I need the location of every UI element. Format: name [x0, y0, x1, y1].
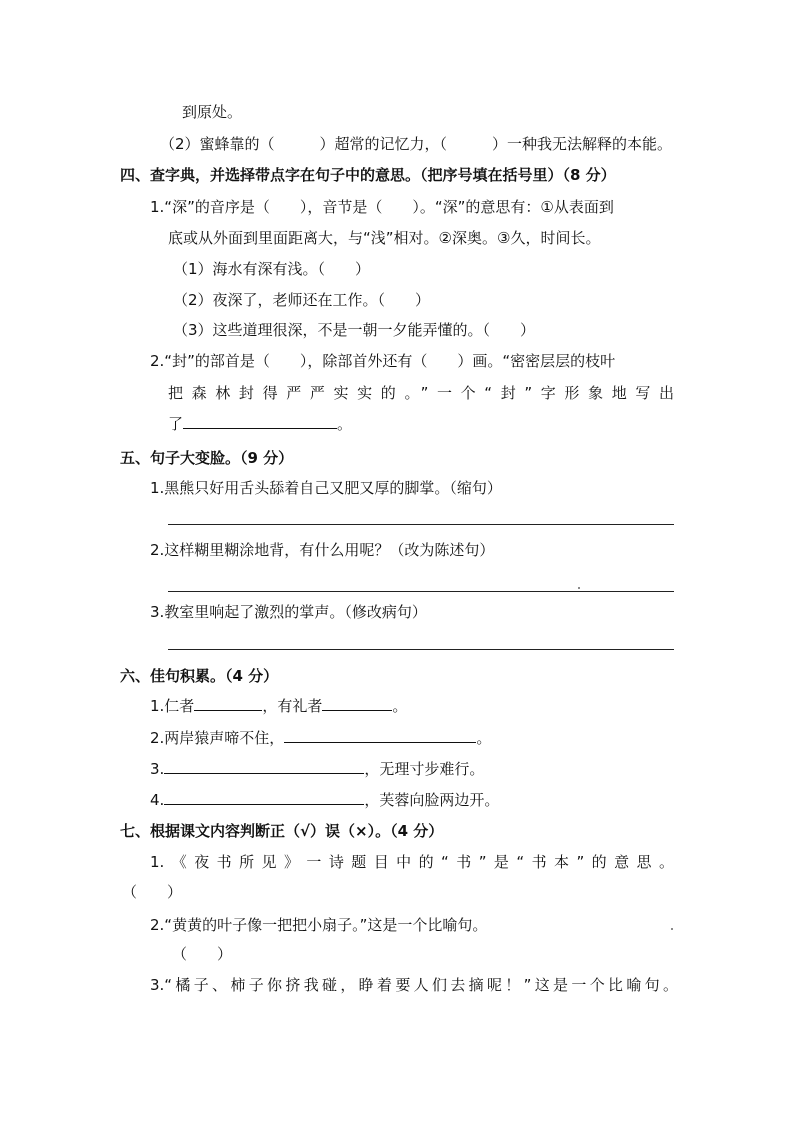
answer-paren-7-1[interactable]: （ ）: [122, 883, 183, 901]
fill-blank[interactable]: [164, 790, 364, 805]
continued-text: 到原处。: [182, 103, 243, 121]
speck: [578, 587, 580, 589]
answer-line-5-1[interactable]: [168, 524, 674, 525]
answer-line-5-3[interactable]: [168, 649, 674, 650]
question-7-1: 1.《夜书所见》一诗题目中的“书”是“书本”的意思。: [150, 853, 674, 871]
fill-blank[interactable]: [194, 696, 262, 711]
question-5-2: 2.这样糊里糊涂地背，有什么用呢？（改为陈述句）: [150, 541, 495, 559]
section-4-title: 四、查字典，并选择带点字在句子中的意思。（把序号填在括号里）（8 分）: [120, 166, 616, 184]
question-4-1-item-3: （3）这些道理很深，不是一朝一夕能弄懂的。（ ）: [173, 321, 536, 339]
question-3-2: （2）蜜蜂靠的（ ）超常的记忆力，（ ）一种我无法解释的本能。: [160, 135, 673, 153]
question-4-1-line-1: 1.“深”的音序是（ ），音节是（ ）。“深”的意思有：①从表面到: [150, 198, 614, 216]
question-5-3: 3.教室里响起了激烈的掌声。（修改病句）: [150, 603, 427, 621]
question-4-1-line-2: 底或从外面到里面距离大，与“浅”相对。②深奥。③久，时间长。: [168, 229, 601, 247]
fill-blank[interactable]: [164, 759, 364, 774]
answer-line-5-2[interactable]: [168, 591, 674, 592]
question-4-2-line-2: 把森林封得严严实实的。”一个“封”字形象地写出: [168, 384, 674, 402]
speck: [671, 928, 673, 930]
answer-paren-7-2[interactable]: （ ）: [172, 945, 233, 963]
question-6-1: 1.仁者 ，有礼者 。: [150, 697, 408, 715]
question-4-1-item-2: （2）夜深了，老师还在工作。（ ）: [173, 291, 431, 309]
question-4-2-line-3: 了 。: [168, 415, 353, 433]
section-5-title: 五、句子大变脸。（9 分）: [120, 449, 294, 467]
section-6-title: 六、佳句积累。（4 分）: [120, 667, 279, 685]
question-6-4: 4. ，芙蓉向脸两边开。: [150, 791, 500, 809]
question-7-3: 3.“橘子、柿子你挤我碰，睁着要人们去摘呢！”这是一个比喻句。: [150, 976, 678, 994]
question-5-1: 1.黑熊只好用舌头舔着自己又肥又厚的脚掌。（缩句）: [150, 479, 502, 497]
question-6-3: 3. ，无理寸步难行。: [150, 760, 485, 778]
question-4-2-line-1: 2.“封”的部首是（ ），除部首外还有（ ）画。“密密层层的枝叶: [150, 352, 616, 370]
fill-blank[interactable]: [284, 728, 476, 743]
fill-blank[interactable]: [322, 696, 392, 711]
fill-blank[interactable]: [183, 414, 337, 429]
section-7-title: 七、根据课文内容判断正（√）误（×）。（4 分）: [120, 822, 444, 840]
question-6-2: 2.两岸猿声啼不住， 。: [150, 729, 492, 747]
question-7-2: 2.“黄黄的叶子像一把把小扇子。”这是一个比喻句。: [150, 916, 488, 934]
question-4-1-item-1: （1）海水有深有浅。（ ）: [173, 260, 371, 278]
